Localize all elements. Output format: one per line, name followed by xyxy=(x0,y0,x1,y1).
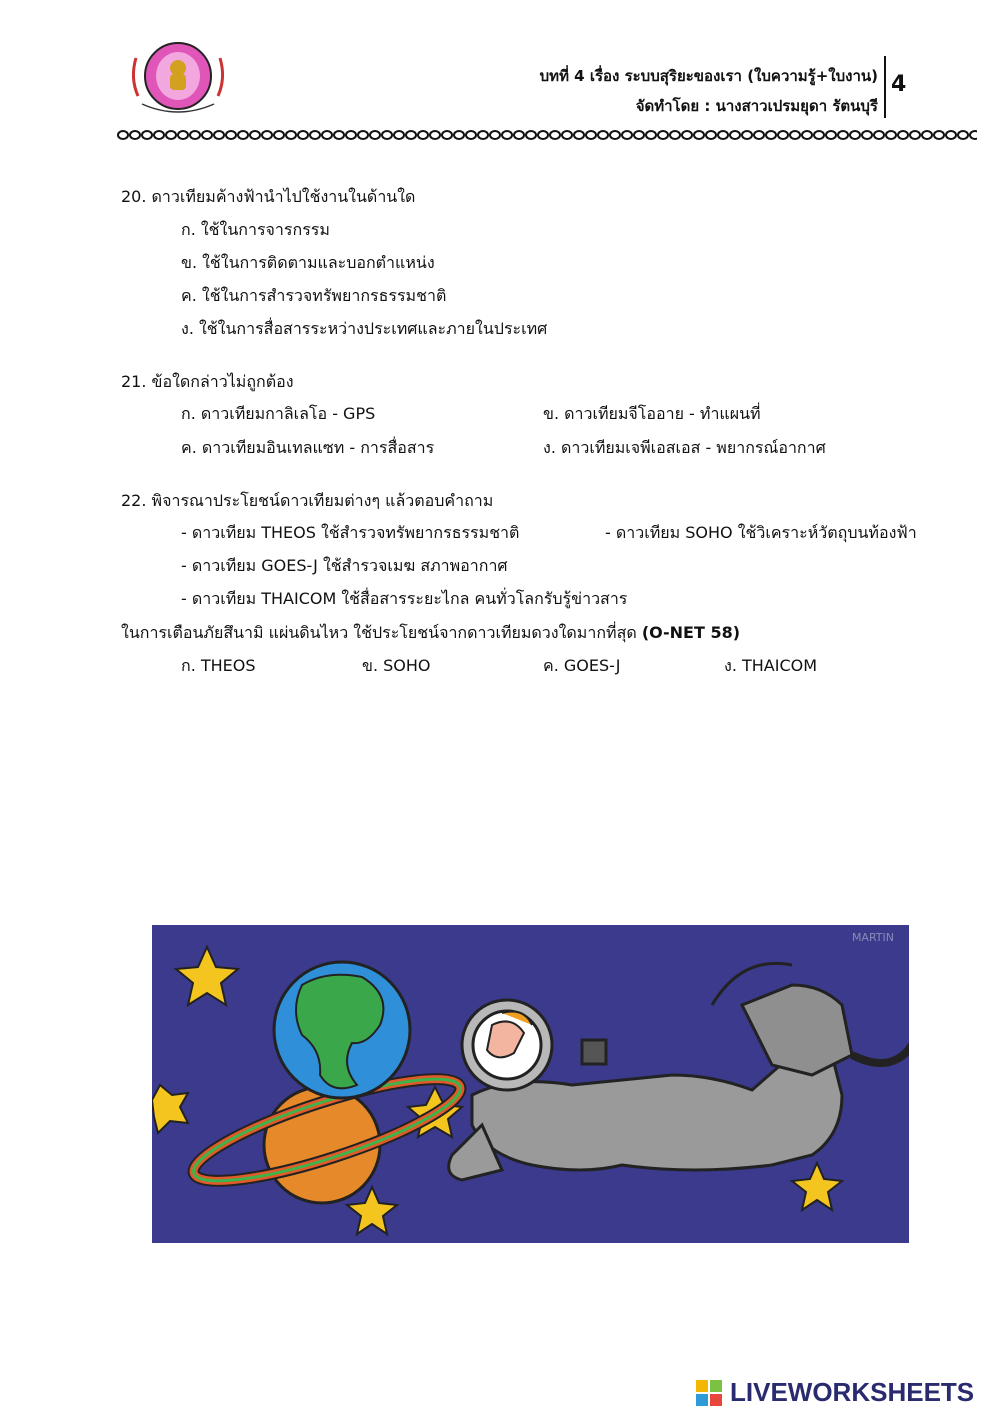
q22-fact-theos: - ดาวเทียม THEOS ใช้สำรวจทรัพยากรธรรมชาติ xyxy=(181,523,520,542)
liveworksheets-brand[interactable]: LIVEWORKSHEETS xyxy=(730,1377,975,1407)
q22-fact-goes: - ดาวเทียม GOES-J ใช้สำรวจเมฆ สภาพอากาศ xyxy=(181,556,508,575)
q22-prompt xyxy=(121,621,740,646)
q22-option-d[interactable]: ง. THAICOM xyxy=(724,656,818,675)
header-divider xyxy=(884,56,886,118)
q20-option-d[interactable]: ง. ใช้ในการสื่อสารระหว่างประเทศและภายในประเทศ xyxy=(181,319,548,338)
author-line: จัดทำโดย : นางสาวเปรมยุดา รัตนบุรี xyxy=(635,97,878,115)
artist-signature: MARTIN xyxy=(851,931,894,944)
question-20: 20. ดาวเทียมค้างฟ้านำไปใช้งานในด้านใด xyxy=(121,187,416,206)
liveworksheets-logo-icon xyxy=(696,1376,726,1410)
question-22: 22. พิจารณาประโยชน์ดาวเทียมต่างๆ แล้วตอบคำถาม xyxy=(121,491,494,510)
q22-prompt-text: ในการเตือนภัยสึนามิ แผ่นดินไหว ใช้ประโยชน์จากดาวเทียมดวงใดมากที่สุด xyxy=(121,623,637,642)
q22-option-c[interactable]: ค. GOES-J xyxy=(543,656,621,675)
q22-option-a[interactable]: ก. THEOS xyxy=(181,656,256,675)
q20-option-a[interactable]: ก. ใช้ในการจารกรรม xyxy=(181,220,330,239)
q22-source: (O-NET 58) xyxy=(641,623,741,642)
q21-option-c[interactable]: ค. ดาวเทียมอินเทลแซท - การสื่อสาร xyxy=(181,438,435,457)
q20-option-c[interactable]: ค. ใช้ในการสำรวจทรัพยากรธรรมชาติ xyxy=(181,286,447,305)
q22-fact-thaicom: - ดาวเทียม THAICOM ใช้สื่อสารระยะไกล คนทั่วโลกรับรู้ข่าวสาร xyxy=(181,589,628,608)
lesson-title: บทที่ 4 เรื่อง ระบบสุริยะของเรา (ใบความรู้+ใบงาน) xyxy=(539,67,878,85)
q22-fact-soho: - ดาวเทียม SOHO ใช้วิเคราะห์วัตถุบนท้องฟ้า xyxy=(605,523,917,542)
school-seal-logo xyxy=(128,38,228,114)
decorative-border xyxy=(117,128,977,142)
q22-option-b[interactable]: ข. SOHO xyxy=(362,656,431,675)
astronaut-illustration xyxy=(152,925,909,1243)
q21-option-d[interactable]: ง. ดาวเทียมเจพีเอสเอส - พยากรณ์อากาศ xyxy=(543,438,826,457)
q21-option-b[interactable]: ข. ดาวเทียมจีโออาย - ทำแผนที่ xyxy=(543,404,761,423)
q21-option-a[interactable]: ก. ดาวเทียมกาลิเลโอ - GPS xyxy=(181,404,376,423)
question-21: 21. ข้อใดกล่าวไม่ถูกต้อง xyxy=(121,372,294,391)
page-number: 4 xyxy=(891,72,907,97)
q20-option-b[interactable]: ข. ใช้ในการติดตามและบอกตำแหน่ง xyxy=(181,253,435,272)
